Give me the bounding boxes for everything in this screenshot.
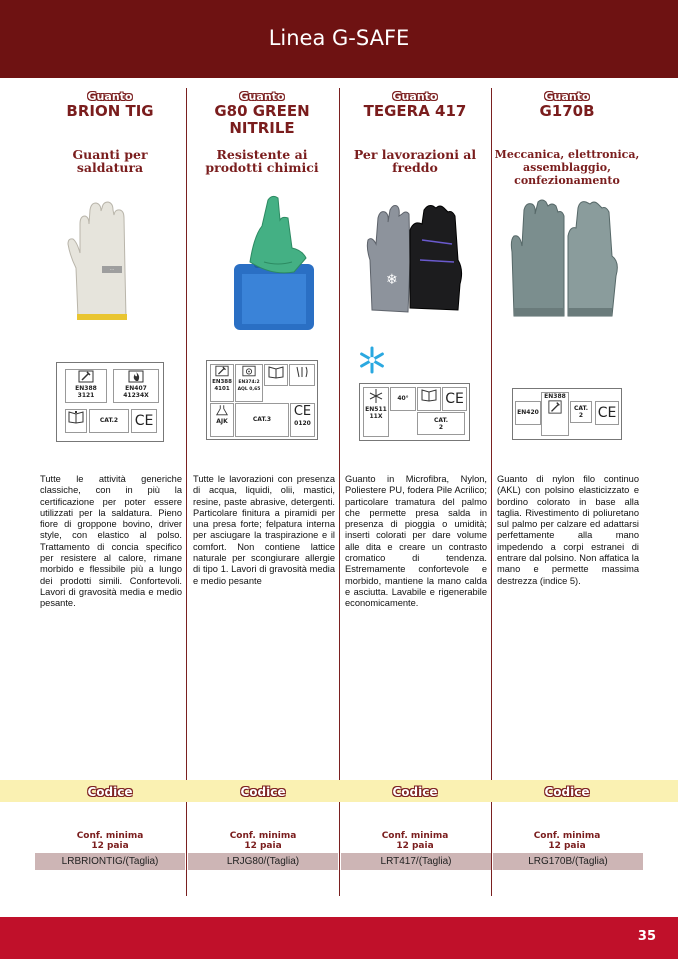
chemical-cert: AJK [210,403,234,437]
hammer-icon [215,365,229,377]
ce-mark: CE 0120 [290,403,315,437]
product-name: BRION TIG [66,102,154,120]
page-footer [0,917,678,959]
product-description: Guanto di nylon filo continuo (AKL) con polsino elasticizzato e bordino colorato in base alla taglia. Rivestimento di poliuretano sul palmo per calzare ed adattarsi perfettamente alla mano impedendo a corpi estranei di entrare dal polsino. Non affatica la mano e permette massima destrezza (indice 5). [497,474,639,586]
min-package: Conf. minima 12 paia [229,831,297,851]
product-subtitle: Meccanica, elettronica, assemblaggio, confezionamento [494,148,640,187]
en374-cert: EN374:2 AQL 0,65 [235,364,263,402]
product-column-g170b [494,90,640,187]
product-subtitle: Resistente ai prodotti chimici [205,147,319,175]
certification-box [512,388,622,440]
min-package: Conf. minima 12 paia [533,831,601,851]
ce-mark: CE [442,387,467,411]
guanto-label: Guanto [239,90,285,103]
product-code: LRBRIONTIG/(Taglia) [35,853,185,870]
flame-icon [128,370,144,383]
product-column-g80 [192,90,332,175]
min-package: Conf. minima 12 paia [381,831,449,851]
category-label: CAT. 2 [570,401,592,423]
book-icon [65,409,87,433]
product-name: G80 GREEN NITRILE [214,102,310,137]
en388-cert: EN388 4101 [210,364,234,402]
certification-box [206,360,318,440]
hammer-icon [548,400,562,414]
category-label: CAT.2 [89,409,129,433]
guanto-label: Guanto [544,90,590,103]
product-subtitle: Guanti per saldatura [72,147,148,175]
category-label: CAT.3 [235,403,289,437]
ce-mark: CE [595,401,619,425]
en388-cert: EN388 [541,392,569,436]
product-name: G170B [539,102,595,120]
ce-mark: CE [131,409,157,433]
column-divider [339,88,340,896]
wash-temperature-icon: 40° [390,387,416,411]
product-description: Tutte le attività generiche classiche, con in più la certificazione per poter essere utilizzati per la saldatura. Pieno fiore di groppone bovino, driver style, con elastico al polso. Trattamento di concia specifico per resistere al calore, rimane morbido e flessibile più a lungo dei prodotti simili. Confortevoli. Lavori di gravosità media e medio pesante. [40,474,182,609]
min-package: Conf. minima 12 paia [76,831,144,851]
codice-label: Codice [87,785,133,799]
snowflake-icon [358,346,386,374]
svg-text:❄: ❄ [386,272,398,288]
column-divider [491,88,492,896]
product-description: Tutte le lavorazioni con presenza di acqua, liquidi, olii, mastici, resine, paste abrasive, detergenti. Particolare finitura a piramidi per una presa forte; felpatura interna per asciugare la traspirazione e il comfort. Non contiene lattice naturale per scongiurare allergie di tipo 1. Lavori di gravosità media e medio pesante [193,474,335,586]
codice-label: Codice [392,785,438,799]
codice-label: Codice [544,785,590,799]
product-subtitle: Per lavorazioni al freddo [353,147,477,175]
product-column-brion-tig [40,90,180,175]
certification-box [359,383,470,441]
book-icon [417,387,441,411]
product-description: Guanto in Microfibra, Nylon, Poliestere PU, fodera Pile Acrilico; particolare tramatura del palmo che permette presa salda in presenza di pioggia o umidità; inserti colorati per dare volume alle dita e creare un contrasto cromatico di tendenza. Estremamente confortevole e morbido, mantiene la mano calda e asciutta. Lavabile e rigenerabile economicamente. [345,474,487,609]
nylon-glove-image [508,196,632,328]
guanto-label: Guanto [87,90,133,103]
leather-glove-image [62,198,144,328]
page-number: 35 [637,929,656,944]
product-code: LRG170B/(Taglia) [493,853,643,870]
guanto-label: Guanto [392,90,438,103]
page-title: Linea G-SAFE [268,26,410,50]
svg-text:···: ··· [110,267,114,272]
codice-label: Codice [240,785,286,799]
flask-icon [215,404,229,416]
nitrile-glove-image [232,192,326,332]
product-code: LRT417/(Taglia) [341,853,491,870]
category-label: CAT. 2 [417,412,465,435]
en511-cert: EN511 11X [363,387,389,437]
certification-box [56,362,164,442]
en420-cert: EN420 [515,401,541,425]
column-divider [186,88,187,896]
cold-icon [368,388,384,404]
en407-cert: EN407 41234X [113,369,159,403]
product-code: LRJG80/(Taglia) [188,853,338,870]
product-name: TEGERA 417 [363,102,467,120]
winter-glove-image [362,200,474,330]
hammer-icon [78,370,94,383]
food-safe-icon [289,364,315,386]
page-header [0,0,678,78]
product-column-tegera-417 [345,90,485,175]
book-icon [264,364,288,386]
biohazard-icon [242,365,256,377]
en388-cert: EN388 3121 [65,369,107,403]
